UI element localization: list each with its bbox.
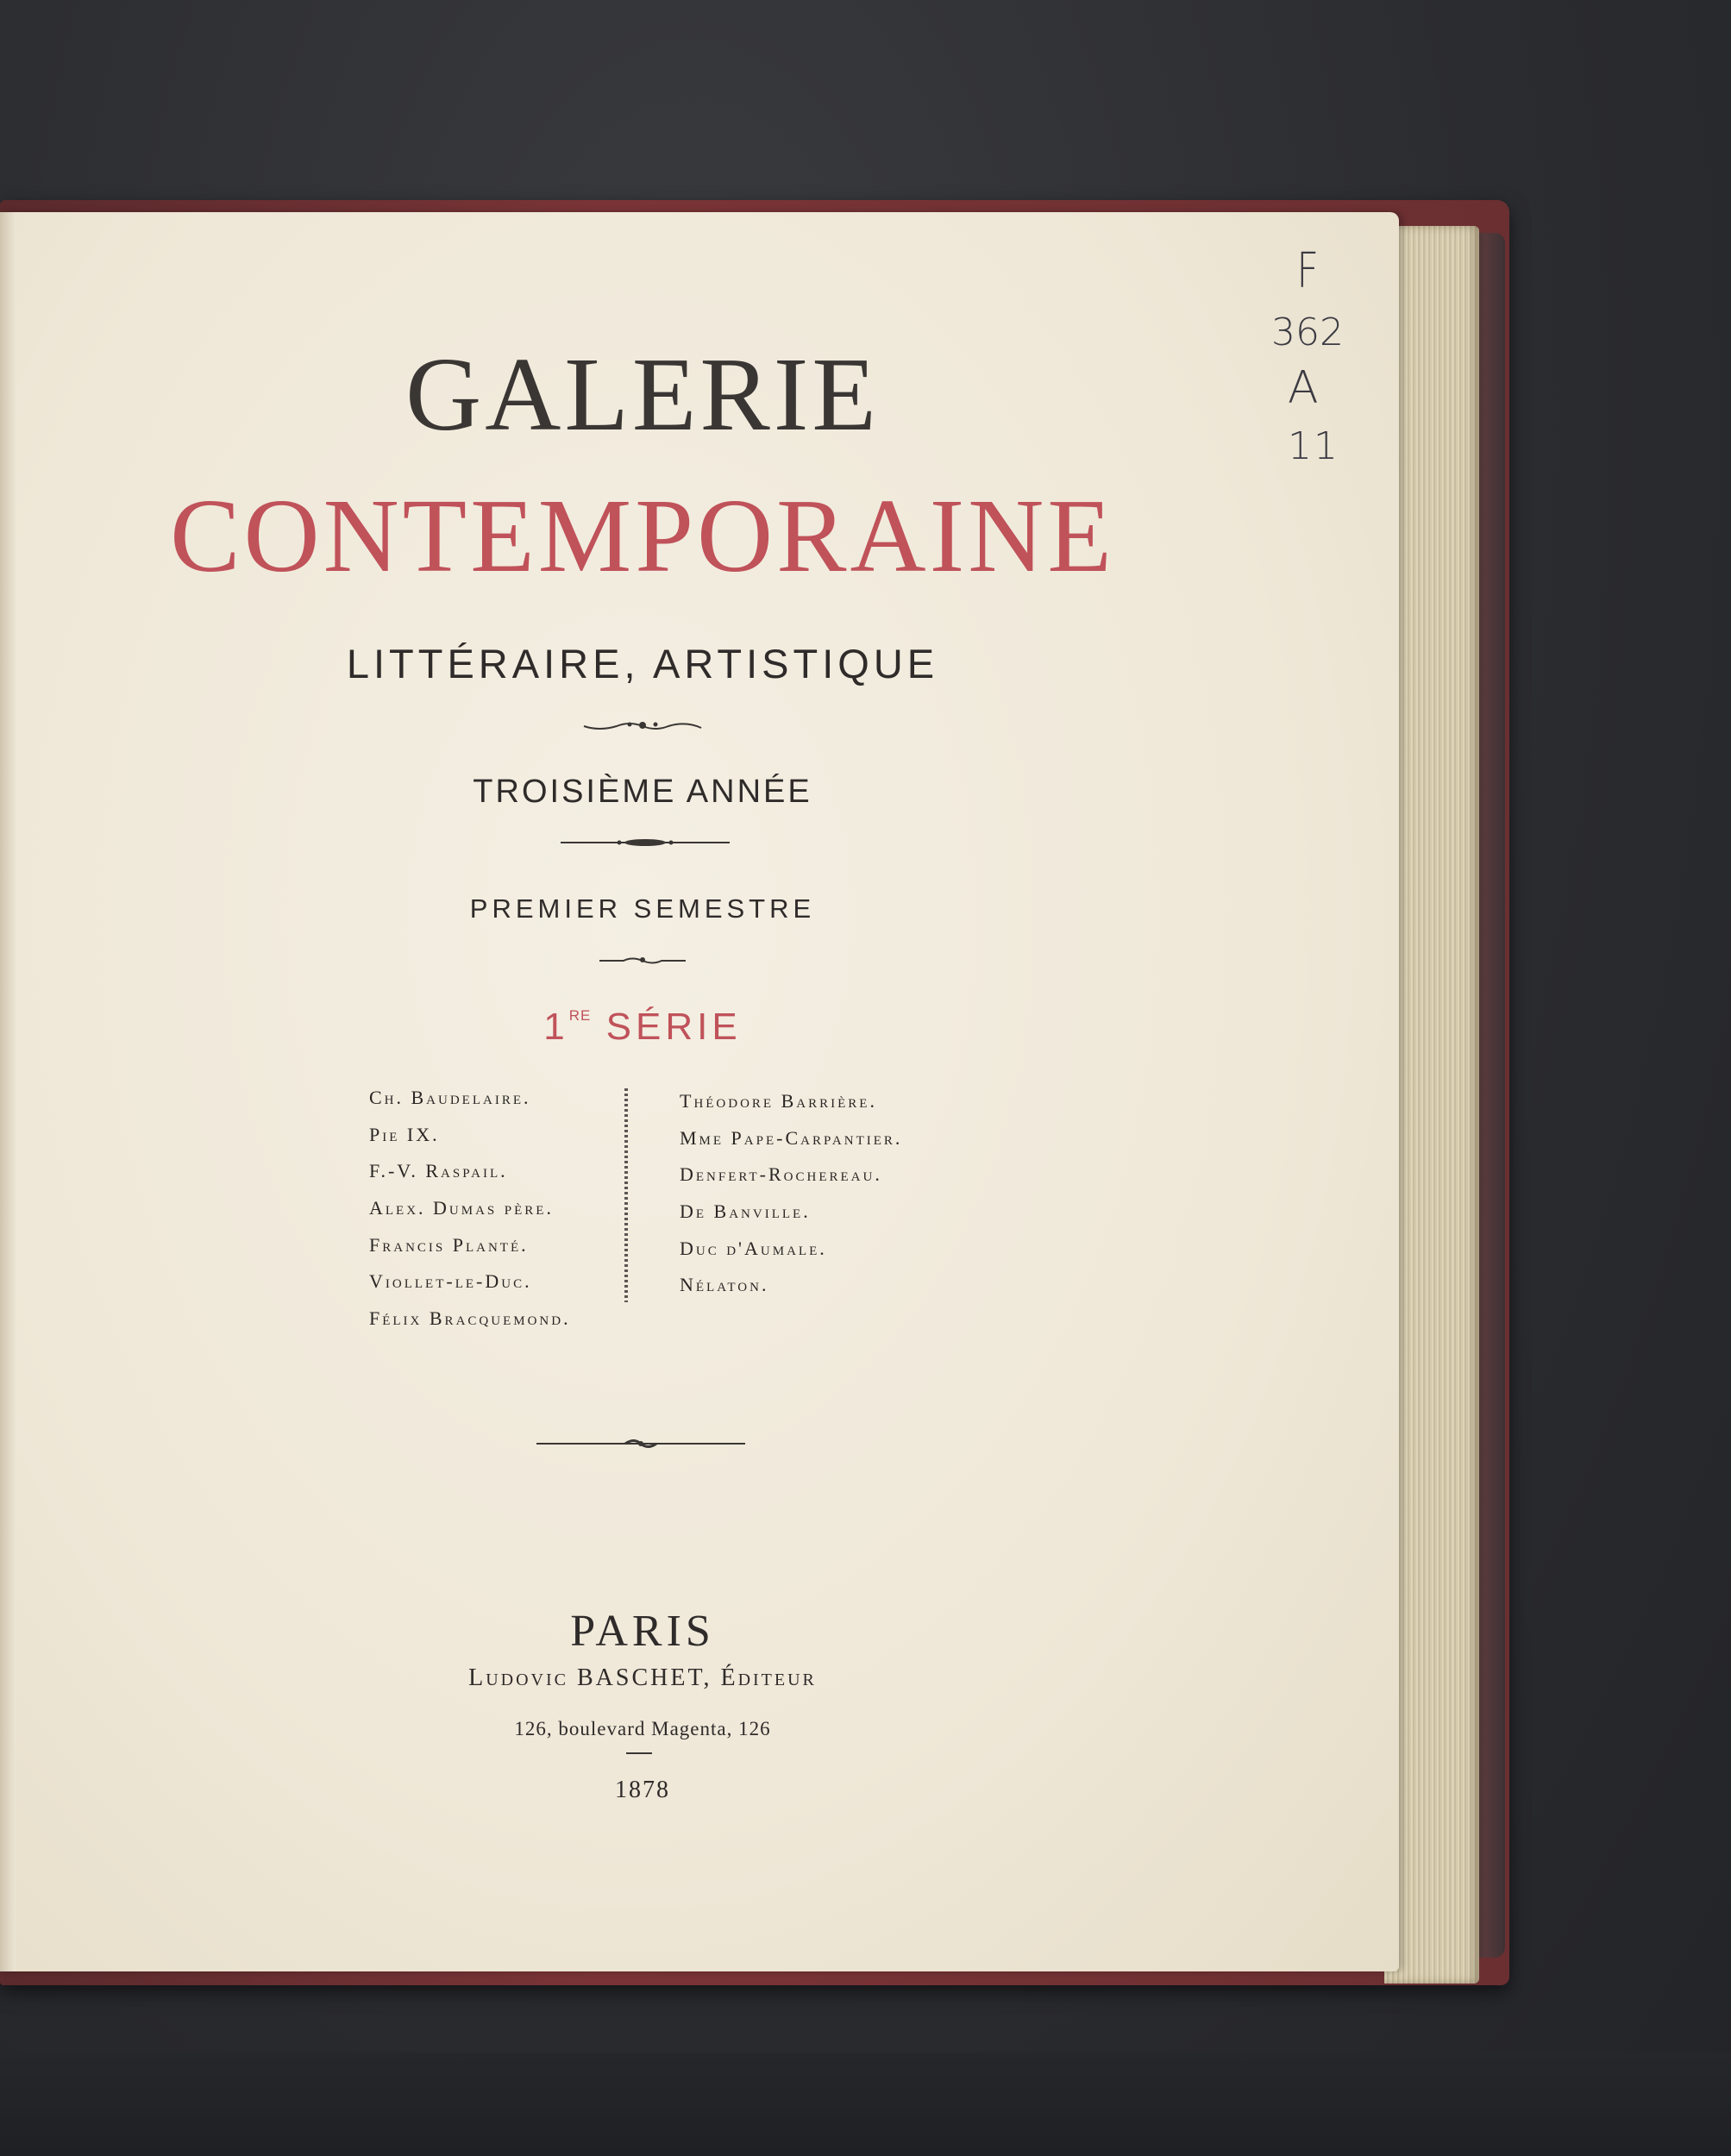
shelfmark-section: A (1288, 362, 1319, 414)
series-number: 1 (543, 1006, 569, 1048)
ornament-divider-4 (535, 1437, 747, 1451)
shelfmark-letter: F (1296, 243, 1319, 299)
dark-background (0, 2053, 1731, 2156)
contents-right-column (680, 1083, 902, 1304)
contents-entry: Alex. Dumas père. (369, 1197, 554, 1219)
contents-entry: Pie IX. (369, 1123, 440, 1145)
contents-entry: Duc d'Aumale. (680, 1237, 827, 1259)
contents-entry: Mme Pape-Carpantier. (680, 1126, 903, 1149)
shelfmark-number: 362 (1271, 310, 1344, 354)
contents-entry: Félix Bracquemond. (369, 1307, 571, 1330)
contents-entry: Viollet-le-Duc. (369, 1270, 532, 1293)
ornament-divider-3 (598, 954, 687, 966)
contents-entry: F.-V. Raspail. (369, 1160, 508, 1182)
imprint-publisher: Ludovic BASCHET, Éditeur (468, 1664, 817, 1691)
title-galerie: GALERIE (405, 336, 880, 453)
column-divider (624, 1088, 628, 1302)
imprint-dash (626, 1752, 652, 1754)
contents-entry: De Banville. (680, 1200, 811, 1223)
ornament-divider-1 (582, 718, 703, 735)
contents-left-column (369, 1080, 571, 1338)
year-label: TROISIÈME ANNÉE (473, 774, 812, 810)
imprint-year: 1878 (615, 1777, 670, 1803)
contents-entry: Francis Planté. (369, 1233, 529, 1256)
shelfmark-volume: 11 (1288, 424, 1339, 468)
imprint-city: PARIS (570, 1607, 715, 1656)
title-contemporaine: CONTEMPORAINE (170, 478, 1115, 594)
series-ordinal: RE (568, 1007, 592, 1024)
contents-entry: Théodore Barrière. (680, 1090, 877, 1112)
contents-entry: Denfert-Rochereau. (680, 1163, 882, 1186)
imprint-address: 126, boulevard Magenta, 126 (514, 1718, 771, 1739)
series-label: SÉRIE (605, 1006, 742, 1048)
semester: PREMIER SEMESTRE (469, 893, 816, 924)
subtitle: LITTÉRAIRE, ARTISTIQUE (346, 641, 939, 686)
contents-entry: Nélaton. (680, 1274, 769, 1296)
contents-entry: Ch. Baudelaire. (369, 1087, 531, 1108)
series-heading (0, 1006, 1285, 1049)
ornament-divider-2 (559, 837, 731, 849)
